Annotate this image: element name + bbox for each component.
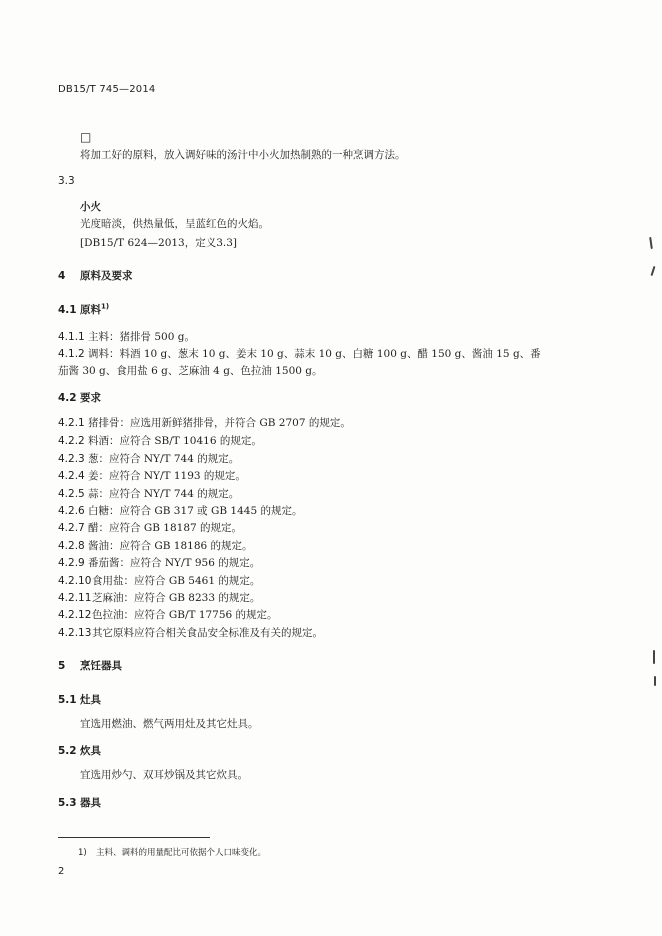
clause-number: 4.1.1: [58, 331, 85, 343]
clause-4-2-11: [58, 590, 260, 605]
definition-3-3: 光度暗淡，供热量低，呈蓝红色的火焰。: [80, 218, 269, 230]
section-number: 5: [58, 660, 66, 672]
footnote: [78, 846, 266, 858]
scan-edge-mark: [654, 676, 656, 686]
clause-number: 4.2.5: [58, 488, 85, 500]
section-heading-4: [58, 268, 133, 283]
clause-text: 酱油：应符合 GB 18186 的规定。: [88, 540, 253, 552]
document-id-header: DB15/T 745—2014: [58, 84, 156, 95]
clause-text: 芝麻油：应符合 GB 8233 的规定。: [92, 592, 261, 604]
section-number-3-3: 3.3: [58, 175, 75, 187]
section-title: 要求: [80, 392, 101, 404]
section-number: 4.2: [58, 392, 77, 404]
clause-text: 猪排骨：应选用新鲜猪排骨，并符合 GB 2707 的规定。: [88, 417, 351, 429]
term-3-3: 小火: [80, 201, 101, 213]
clause-number: 4.2.12: [58, 609, 92, 621]
clause-4-2-7: [58, 520, 242, 535]
section-heading-5-1: [58, 692, 101, 707]
clause-4-2-13: [58, 625, 323, 640]
section-heading-5-2: [58, 743, 101, 758]
clause-4-2-4: [58, 468, 246, 483]
clause-text: 调料：料酒 10 g、葱末 10 g、姜末 10 g、蒜末 10 g、白糖 100 g、醋 150 g、酱油 15 g、番: [88, 348, 541, 360]
section-heading-5-3: [58, 795, 101, 810]
clause-number: 4.2.8: [58, 540, 85, 552]
clause-number: 4.2.1: [58, 417, 85, 429]
clause-4-2-8: [58, 538, 253, 553]
section-title: 器具: [80, 797, 101, 809]
paragraph-5-1: 宜选用燃油、燃气两用灶及其它灶具。: [80, 718, 259, 730]
clause-text: 葱：应符合 NY/T 744 的规定。: [88, 453, 240, 465]
clause-number: 4.2.13: [58, 627, 92, 639]
section-title: 烹饪器具: [80, 660, 122, 672]
clause-text: 食用盐：应符合 GB 5461 的规定。: [92, 575, 261, 587]
clause-number: 4.2.7: [58, 522, 85, 534]
source-3-3: [DB15/T 624—2013，定义3.3]: [80, 237, 238, 249]
clause-text: 料酒：应符合 SB/T 10416 的规定。: [88, 435, 262, 447]
clause-4-2-2: [58, 433, 262, 448]
section-heading-4-1: [58, 302, 109, 317]
clause-4-1-1: [58, 329, 195, 344]
term-placeholder-box: □: [80, 130, 92, 144]
clause-number: 4.2.3: [58, 453, 85, 465]
section-heading-5: [58, 658, 122, 673]
scan-edge-mark: [651, 266, 656, 276]
scan-edge-mark: [649, 237, 653, 249]
clause-4-2-10: [58, 573, 260, 588]
clause-4-1-2-continuation: 茄酱 30 g、食用盐 6 g、芝麻油 4 g、色拉油 1500 g。: [58, 365, 323, 377]
definition-3-2: 将加工好的原料，放入调好味的汤汁中小火加热制熟的一种烹调方法。: [80, 149, 406, 161]
scan-edge-mark: [653, 650, 655, 664]
clause-4-2-9: [58, 555, 260, 570]
section-title: 灶具: [80, 694, 101, 706]
clause-4-2-1: [58, 415, 351, 430]
section-number: 5.2: [58, 745, 77, 757]
section-heading-4-2: [58, 390, 101, 405]
footnote-reference: 1): [101, 302, 110, 311]
clause-number: 4.2.2: [58, 435, 85, 447]
clause-text: 白糖：应符合 GB 317 或 GB 1445 的规定。: [88, 505, 303, 517]
clause-4-2-6: [58, 503, 303, 518]
clause-4-2-5: [58, 486, 239, 501]
paragraph-5-2: 宜选用炒勺、双耳炒锅及其它炊具。: [80, 769, 248, 781]
clause-4-1-2: [58, 346, 541, 361]
clause-number: 4.2.4: [58, 470, 85, 482]
clause-number: 4.2.6: [58, 505, 85, 517]
footnote-mark: 1): [78, 848, 87, 858]
section-number: 5.1: [58, 694, 77, 706]
footnote-separator: [58, 837, 210, 838]
footnote-text: 主料、调料的用量配比可依据个人口味变化。: [96, 848, 267, 858]
clause-text: 醋：应符合 GB 18187 的规定。: [88, 522, 243, 534]
section-title: 原料: [80, 304, 101, 316]
clause-text: 番茄酱：应符合 NY/T 956 的规定。: [88, 557, 261, 569]
clause-text: 蒜：应符合 NY/T 744 的规定。: [88, 488, 240, 500]
clause-4-2-3: [58, 451, 239, 466]
clause-number: 4.1.2: [58, 348, 85, 360]
page-number: 2: [58, 866, 65, 877]
clause-text: 姜：应符合 NY/T 1193 的规定。: [88, 470, 246, 482]
section-title: 原料及要求: [80, 270, 133, 282]
clause-number: 4.2.9: [58, 557, 85, 569]
clause-text: 其它原料应符合相关食品安全标准及有关的规定。: [92, 627, 323, 639]
clause-4-2-12: [58, 607, 278, 622]
section-number: 4: [58, 270, 66, 282]
section-number: 4.1: [58, 304, 77, 316]
clause-number: 4.2.10: [58, 575, 92, 587]
section-number: 5.3: [58, 797, 77, 809]
clause-text: 色拉油：应符合 GB/T 17756 的规定。: [92, 609, 278, 621]
clause-text: 主料：猪排骨 500 g。: [88, 331, 195, 343]
section-title: 炊具: [80, 745, 101, 757]
clause-number: 4.2.11: [58, 592, 92, 604]
